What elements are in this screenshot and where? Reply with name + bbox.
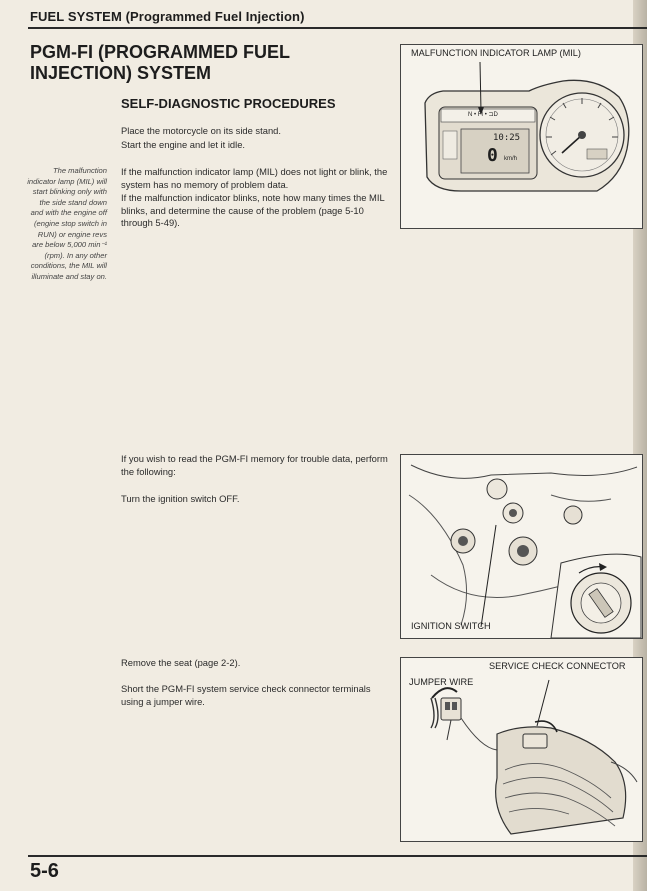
label-mil: MALFUNCTION INDICATOR LAMP (MIL): [411, 48, 581, 58]
ignition-switch-drawing: [401, 455, 642, 638]
paragraph-start-engine: [121, 125, 389, 152]
lcd-clock: 10:25: [493, 133, 521, 143]
label-ignition-switch: IGNITION SWITCH: [411, 621, 491, 631]
subsection-title: SELF-DIAGNOSTIC PROCEDURES: [121, 96, 336, 111]
label-service-check-connector: SERVICE CHECK CONNECTOR: [489, 661, 626, 671]
section-title-line-2: INJECTION) SYSTEM: [30, 63, 212, 83]
lcd-speed-unit: km/h: [504, 156, 518, 162]
figure-ignition-switch: [400, 454, 643, 639]
label-jumper-wire: JUMPER WIRE: [409, 677, 474, 687]
paragraph-read-memory: If you wish to read the PGM-FI memory for trouble data, perform the following:: [121, 453, 388, 477]
paragraph-ignition-off: Turn the ignition switch OFF.: [121, 493, 240, 504]
figure-service-check-connector: [400, 657, 643, 842]
paragraph-remove-seat: Remove the seat (page 2-2).: [121, 657, 241, 668]
page-number: 5-6: [30, 860, 59, 882]
paragraph-start-engine-line-1: Place the motorcycle on its side stand.: [121, 125, 281, 136]
section-title: [30, 42, 360, 84]
header-rule: [28, 27, 647, 29]
footer-rule: [28, 855, 647, 857]
paragraph-jumper-wire: Short the PGM-FI system service check connector terminals using a jumper wire.: [121, 683, 371, 707]
paragraph-mil-blinks: If the malfunction indicator blinks, note how many times the MIL blinks, and determine the cause of the problem (page 5-10 through 5-49).: [121, 192, 385, 229]
paragraph-start-engine-line-2: Start the engine and let it idle.: [121, 138, 246, 150]
paragraph-mil-not-lit: If the malfunction indicator lamp (MIL) does not light or blink, the system has no memory of problem data.: [121, 166, 388, 190]
paragraph-mil-status: [121, 166, 389, 231]
figure-mil: [400, 44, 643, 229]
section-title-line-1: PGM-FI (PROGRAMMED FUEL: [30, 42, 290, 62]
lcd-speed: 0: [487, 145, 498, 166]
mil-panel-text: N • FI • ⊐D: [468, 112, 498, 118]
side-note: The malfunction indicator lamp (MIL) will start blinking only with the side stand down and with the engine off (engine stop switch in RUN) or engine revs are below 5,000 min⁻¹ (rpm). In any other conditions, the MIL will illuminate and stay on.: [27, 166, 107, 281]
header-title: FUEL SYSTEM (Programmed Fuel Injection): [30, 9, 305, 24]
instrument-cluster-drawing: [401, 45, 642, 228]
